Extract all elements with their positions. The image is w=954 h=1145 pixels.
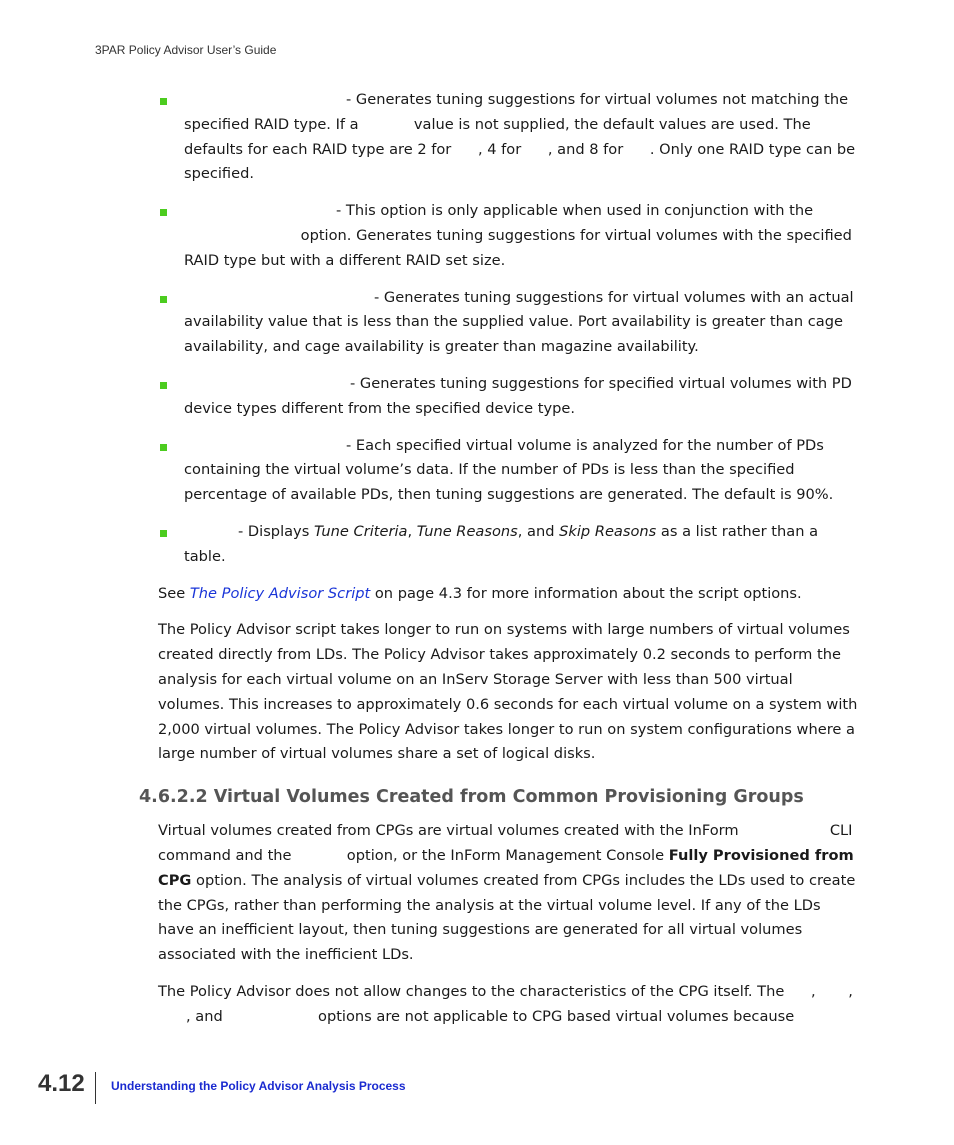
list-item: - Each specified virtual volume is analyzed for the number of PDs containing the virtual volume’s data. If the number of PDs is less than the specified percentage of available PDs, then tuning suggestions are generated. The default is 90%. bbox=[158, 434, 858, 508]
list-item: - Displays Tune Criteria, Tune Reasons, and Skip Reasons as a list rather than a table. bbox=[158, 520, 858, 570]
page-number: 4.12 bbox=[38, 1070, 85, 1097]
timing-paragraph: The Policy Advisor script takes longer to run on systems with large numbers of virtual volumes created directly from LDs. The Policy Advisor takes approximately 0.2 seconds to perform the analysis for each virtual volume on an InServ Storage Server with less than 500 virtual volumes. This increases to approximately 0.6 seconds for each virtual volume on a system with 2,000 virtual volumes. The Policy Advisor takes longer to run on system configurations where a large number of virtual volumes share a set of logical disks. bbox=[158, 621, 858, 763]
page-body bbox=[139, 88, 858, 1042]
list-item: - Generates tuning suggestions for specified virtual volumes with PD device types different from the specified device type. bbox=[158, 372, 858, 422]
section-heading: 4.6.2.2 Virtual Volumes Created from Common Provisioning Groups bbox=[139, 787, 804, 808]
running-header: 3PAR Policy Advisor User’s Guide bbox=[95, 43, 277, 57]
bullet-square-icon bbox=[160, 296, 167, 303]
list-item: - Generates tuning suggestions for virtual volumes not matching the specified RAID type. If a value is not supplied, the default values are used. The defaults for each RAID type are 2 for , 4 for , and 8 for . Only one RAID type can be specified. bbox=[158, 88, 858, 187]
cpg-paragraph: Virtual volumes created from CPGs are virtual volumes created with the InForm CLI command and the option, or the InForm Management Console Fully Provisioned from CPG option. The analysis of virtual volumes created from CPGs includes the LDs used to create the CPGs, rather than performing the analysis at the virtual volume level. If any of the LDs have an inefficient layout, then tuning suggestions are generated for all virtual volumes associated with the inefficient LDs. bbox=[158, 822, 856, 964]
list-item: - Generates tuning suggestions for virtual volumes with an actual availability value that is less than the supplied value. Port availability is greater than cage availability, and cage availability is greater than magazine availability. bbox=[158, 286, 858, 360]
see-paragraph: See The Policy Advisor Script on page 4.3 for more information about the script options. bbox=[158, 584, 802, 602]
bullet-square-icon bbox=[160, 209, 167, 216]
footer-chapter-title: Understanding the Policy Advisor Analysis Process bbox=[111, 1079, 406, 1093]
footer-divider bbox=[95, 1072, 96, 1104]
bullet-square-icon bbox=[160, 382, 167, 389]
policy-advisor-script-link[interactable]: The Policy Advisor Script bbox=[189, 584, 371, 602]
bullet-square-icon bbox=[160, 444, 167, 451]
cpg-limits-paragraph: The Policy Advisor does not allow changes to the characteristics of the CPG itself. The , , , and options are not applicable to CPG based virtual volumes because bbox=[158, 982, 853, 1025]
bullet-square-icon bbox=[160, 98, 167, 105]
bullet-square-icon bbox=[160, 530, 167, 537]
list-item: - This option is only applicable when used in conjunction with the option. Generates tuning suggestions for virtual volumes with the specified RAID type but with a different RAID set size. bbox=[158, 199, 858, 273]
ui-option-name: Fully Provisioned from CPG bbox=[158, 846, 854, 889]
